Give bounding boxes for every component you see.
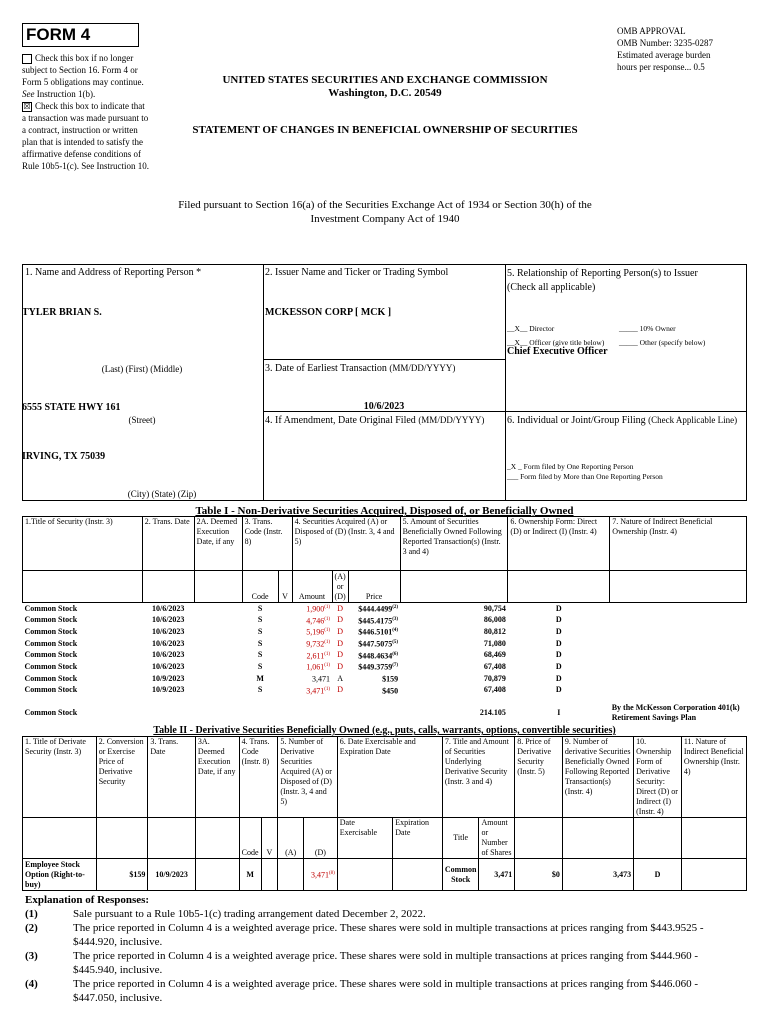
subcol-deriv-code: Code [239,818,261,859]
trans-date [142,650,194,662]
explanation-item [25,977,735,1005]
acquired-or-disposed [332,615,348,627]
box1-label: 1. Name and Address of Reporting Person * [25,267,202,278]
amount-owned [400,626,508,638]
ownership-form-value: D [555,650,562,660]
trans-code-value: S [257,662,263,672]
price [348,685,400,697]
amount-owned [400,603,508,615]
col-underlying: 7. Title and Amount of Securities Underlying Derivative Security (Instr. 3 and 4) [442,737,514,818]
agency-header [160,74,610,100]
derivative-table [22,736,747,891]
trans-date [142,638,194,650]
acquired-or-disposed-value: D [337,615,343,625]
box5-label [507,267,745,295]
price-value: $447.5075 [358,639,393,649]
ownership-form [508,673,610,685]
box6-note: (Check Applicable Line) [648,415,738,425]
security-title [23,661,143,673]
security-title [23,603,143,615]
ownership-form [508,650,610,662]
box3-title: 3. Date of Earliest Transaction [265,363,387,374]
security-title-value: Common Stock [24,685,78,695]
footnote-ref: (4) [392,628,399,634]
subcol-date-ex: Date Exercisable [337,818,393,859]
price [348,638,400,650]
amount-owned [400,661,508,673]
nature-of-ownership [610,638,747,650]
col-trans-date: 2. Trans. Date [142,517,194,571]
box3-label [265,362,455,374]
explanation-text: Sale pursuant to a Rule 10b5-1(c) trading arrangement dated December 2, 2022. [73,908,426,920]
nature-of-ownership [610,685,747,697]
footnote-ref: (1) [324,686,331,692]
trans-code-value: S [257,627,263,637]
subcol-v: V [278,571,292,603]
col-deriv-date: 3. Trans. Date [148,737,196,818]
security-title-value: Common Stock [24,638,78,648]
security-title [23,638,143,650]
subcol-amt: Amount or Number of Shares [479,818,515,859]
acquired-or-disposed [332,650,348,662]
amount-owned-value: 80,812 [483,627,506,637]
subcol-a-or-d: (A) or (D) [332,571,348,603]
omb-line: OMB Number: 3235-0287 [617,38,713,48]
deriv-code: M [239,859,261,891]
col-ownership-form: 6. Ownership Form: Direct (D) or Indirect (I) (Instr. 4) [508,517,610,571]
amount-value: 1,061 [306,662,325,672]
price-value: $159 [382,674,399,684]
acquired-or-disposed [332,626,348,638]
ownership-form [508,615,610,627]
table2-title: Table II - Derivative Securities Beneficially Owned (e.g., puts, calls, warrants, options, convertible securities) [153,725,616,736]
nature-of-ownership [610,661,747,673]
col-deriv-nature: 11. Nature of Indirect Beneficial Ownership (Instr. 4) [681,737,746,818]
ownership-form [508,626,610,638]
table-row [23,661,747,673]
amount-owned-value: 214.105 [479,708,506,718]
other-option[interactable]: _____ Other (specify below) [619,338,706,347]
trans-date-value: 10/6/2023 [151,627,185,637]
explanation-text: The price reported in Column 4 is a weighted average price. These shares were sold in multiple transactions at prices ranging from $446.060 - $447.050, inclusive. [73,978,699,1004]
trans-date-value: 10/9/2023 [151,685,185,695]
security-title [23,685,143,697]
amount-owned-value: 67,408 [483,662,506,672]
subcol-amount: Amount [292,571,332,603]
amount-value: 2,611 [306,651,325,661]
col-deriv-code: 4. Trans. Code (Instr. 8) [239,737,278,818]
checkbox-icon[interactable] [22,54,32,64]
price-value: $450 [382,686,399,696]
ten-pct-option[interactable]: _____ 10% Owner [619,324,676,333]
table-row [23,603,747,615]
statement-title: STATEMENT OF CHANGES IN BENEFICIAL OWNERSHIP OF SECURITIES [192,124,578,136]
trans-date-value: 10/6/2023 [151,615,185,625]
trans-date [142,626,194,638]
explanation-number: (1) [25,908,38,920]
deriv-date: 10/9/2023 [148,859,196,891]
acquired-or-disposed-value: D [337,603,343,613]
deriv-security: Employee Stock Option (Right-to-buy) [23,859,97,891]
trans-code-value: S [257,603,263,613]
filed-pursuant: Filed pursuant to Section 16(a) of the Securities Exchange Act of 1934 or Section 30(h) of the Investment Company Act of 1940 [178,199,592,225]
trans-code [242,661,278,673]
trans-code [242,603,278,615]
box4-title: 4. If Amendment, Date Original Filed [265,415,416,426]
explanation-text: The price reported in Column 4 is a weighted average price. These shares were sold in multiple transactions at prices ranging from $444.960 - $445.940, inclusive. [73,950,699,976]
amount-value: 3,471 [312,674,331,684]
acquired-or-disposed-value: D [337,638,343,648]
officer-option[interactable]: __X__ Officer (give title below) [507,338,605,347]
security-title [23,673,143,685]
subcol-deriv-v: V [261,818,278,859]
amount-owned-value: 70,879 [483,673,506,683]
col-deriv-price: 8. Price of Derivative Security (Instr. 5) [515,737,563,818]
one-person-option[interactable]: _X _ Form filed by One Reporting Person [507,462,634,471]
security-title [23,650,143,662]
acquired-or-disposed-value: D [337,627,343,637]
box2-label: 2. Issuer Name and Ticker or Trading Symbol [265,267,449,278]
ownership-form-value: D [555,638,562,648]
price [348,615,400,627]
footnote-ref: (6) [392,651,399,657]
trans-code [242,650,278,662]
city-address: IRVING, TX 75039 [22,451,106,462]
ownership-form [508,603,610,615]
col-trans-code: 3. Trans. Code (Instr. 8) [242,517,292,571]
price [348,673,400,685]
ownership-form-value: D [555,685,562,695]
amount-owned-value: 90,754 [483,603,506,613]
ownership-form [508,685,610,697]
street-hint: (Street) [128,415,156,425]
earliest-transaction-date: 10/6/2023 [363,401,405,412]
col-deriv-form: 10. Ownership Form of Derivative Security: Direct (D) or Indirect (I) (Instr. 4) [634,737,682,818]
amount [292,603,332,615]
box5-subtitle: (Check all applicable) [507,282,596,293]
amount-value: 4,746 [306,616,325,626]
footnote-ref: (1) [324,616,331,622]
col-exercisable: 6. Date Exercisable and Expiration Date [337,737,442,818]
security-title-value: Common Stock [24,603,78,613]
agency-name: UNITED STATES SECURITIES AND EXCHANGE COMMISSION [222,74,548,86]
amount [292,685,332,697]
col-title: 1.Title of Security (Instr. 3) [23,517,143,571]
deriv-underlying-title: Common Stock [442,859,479,891]
amount-value: 9,732 [306,639,325,649]
nature-of-ownership-value: By the McKesson Corporation 401(k) Retirement Savings Plan [611,703,740,723]
director-option[interactable]: __X__ Director [507,324,555,333]
deriv-owned: 3,473 [562,859,633,891]
reporting-person-name: TYLER BRIAN S. [22,307,102,318]
price-value: $446.5101 [358,627,393,637]
amount [292,661,332,673]
amount-owned-value: 67,408 [483,685,506,695]
ownership-form-value: D [555,673,562,683]
security-title-value: Common Stock [24,662,78,672]
acquired-or-disposed [332,685,348,697]
form-number: FORM 4 [26,25,91,44]
footnote-ref: (1) [324,639,331,645]
street-address: 6555 STATE HWY 161 [22,402,121,413]
box6-label [507,414,745,427]
nature-of-ownership [610,673,747,685]
explanation-number: (3) [25,950,38,962]
security-title-value: Common Stock [24,615,78,625]
table1-title: Table I - Non-Derivative Securities Acquired, Disposed of, or Beneficially Owned [195,505,574,517]
security-title [23,626,143,638]
deriv-expiration [393,859,443,891]
trans-code-value: S [257,638,263,648]
box6-title: 6. Individual or Joint/Group Filing [507,415,646,426]
security-title-value: Common Stock [24,627,78,637]
amount-owned [400,650,508,662]
footnote-ref: (1) [324,663,331,669]
omb-approval [617,25,757,73]
amount [292,673,332,685]
checkbox-label: Check this box to indicate that a transaction was made pursuant to a contract, instruction or written plan that is intended to satisfy the affirmative defense conditions of Rule 10b5-1(c). See Instruction 10. [22,101,149,171]
ownership-form-value: D [555,603,562,613]
trans-date [142,673,194,685]
col-deriv-number: 5. Number of Derivative Securities Acquired (A) or Disposed of (D) (Instr. 3, 4 and 5) [278,737,337,818]
footnote-ref: (3) [392,616,399,622]
see-text: See [22,89,35,99]
deriv-price: $159 [96,859,148,891]
col-deriv-deemed: 3A. Deemed Execution Date, if any [195,737,239,818]
amount [292,650,332,662]
form-number-box [22,23,139,47]
issuer-name: MCKESSON CORP [ MCK ] [265,307,392,318]
ownership-form [508,661,610,673]
table-row [23,615,747,627]
amount-owned-value: 86,008 [483,615,506,625]
omb-line: hours per response... 0.5 [617,62,705,72]
security-title [23,615,143,627]
amount [292,615,332,627]
amount-owned [400,615,508,627]
amount-owned-value: 71,080 [483,638,506,648]
box4-label [265,414,484,426]
amount-owned [400,685,508,697]
deriv-underlying-amount: 3,471 [479,859,515,891]
officer-title: Chief Executive Officer [507,346,608,357]
col-amount-owned: 5. Amount of Securities Beneficially Owned Following Reported Transaction(s) (Instr. 3 and 4) [400,517,508,571]
nature-of-ownership [610,626,747,638]
acquired-or-disposed [332,673,348,685]
acquired-or-disposed-value: A [337,673,343,683]
deriv-form: D [634,859,682,891]
acquired-or-disposed [332,661,348,673]
price [348,661,400,673]
deriv-disposed-value: 3,471 [310,870,329,880]
trans-date-value: 10/6/2023 [151,638,185,648]
nature-of-ownership [610,603,747,615]
deriv-disposed [303,859,337,891]
box5-title: 5. Relationship of Reporting Person(s) to Issuer [507,268,698,279]
trans-date-value: 10/6/2023 [151,603,185,613]
price-value: $449.3759 [358,662,393,672]
agency-city: Washington, D.C. 20549 [328,87,442,99]
multi-person-option[interactable]: ___ Form filed by More than One Reporting Person [507,472,663,481]
subcol-code: Code [242,571,278,603]
col-deemed-date: 2A. Deemed Execution Date, if any [194,517,242,571]
price-value: $445.4175 [358,616,393,626]
col-deriv-owned: 9. Number of derivative Securities Beneficially Owned Following Reported Transaction(s) (Instr. 4) [562,737,633,818]
checkbox-section-16[interactable] [22,52,150,100]
derivative-row [23,859,747,891]
trans-date [142,685,194,697]
acquired-or-disposed [332,638,348,650]
amount-owned [400,638,508,650]
trans-date-value: 10/9/2023 [151,673,185,683]
subcol-price: Price [348,571,400,603]
price-value: $444.4499 [358,604,393,614]
amount-owned-value: 68,469 [483,650,506,660]
ownership-form-value: D [555,662,562,672]
subcol-exp: Expiration Date [393,818,443,859]
trans-code [242,638,278,650]
table-row [23,650,747,662]
footnote-ref: (8) [328,870,335,876]
subcol-title: Title [442,818,479,859]
table-row [23,638,747,650]
explanation-section [25,893,735,1005]
amount-value: 3,471 [306,686,325,696]
trans-code-value: S [257,615,263,625]
nature-of-ownership [610,650,747,662]
trans-date-value: 10/6/2023 [151,650,185,660]
ownership-form [508,638,610,650]
amount-value: 1,900 [306,604,325,614]
ownership-form-value: D [555,627,562,637]
trans-date [142,603,194,615]
omb-line: OMB APPROVAL [617,26,686,36]
explanation-title: Explanation of Responses: [25,894,150,906]
footnote-ref: (5) [392,639,399,645]
footnote-ref: (2) [392,605,399,610]
box3-format: (MM/DD/YYYY) [389,363,456,373]
footnote-ref: (1) [324,651,331,657]
explanation-item [25,949,735,977]
trans-date-value: 10/6/2023 [151,662,185,672]
trans-code [242,615,278,627]
amount-value: 5,196 [306,627,325,637]
footnote-ref: (1) [324,605,331,610]
col-conversion: 2. Conversion or Exercise Price of Derivative Security [96,737,148,818]
security-title-value: Common Stock [24,650,78,660]
filing-options [507,462,745,482]
col-deriv-title: 1. Title of Derivate Security (Instr. 3) [23,737,97,818]
footnote-ref: (1) [324,628,331,634]
table-row [23,685,747,697]
box4-format: (MM/DD/YYYY) [418,415,485,425]
price [348,603,400,615]
city-hint: (City) (State) (Zip) [127,489,197,499]
name-hint: (Last) (First) (Middle) [101,364,183,374]
table-row [23,626,747,638]
acquired-or-disposed-value: D [337,650,343,660]
trans-code [242,626,278,638]
trans-code [242,685,278,697]
non-derivative-table [22,516,747,730]
security-title-value: Common Stock [24,673,78,683]
acquired-or-disposed [332,603,348,615]
price [348,650,400,662]
subcol-deriv-d: (D) [303,818,337,859]
explanation-text: The price reported in Column 4 is a weighted average price. These shares were sold in multiple transactions at prices ranging from $443.9525 - $444.920, inclusive. [73,922,704,948]
explanation-item [25,921,735,949]
checkbox-label: Check this box if no longer subject to Section 16. Form 4 or Form 5 obligations may continue. [22,53,144,87]
instruction-ref: Instruction 1(b). [36,89,96,99]
trans-code-value: S [257,650,263,660]
nature-of-ownership [610,615,747,627]
col-acquired-disposed: 4. Securities Acquired (A) or Disposed of (D) (Instr. 3, 4 and 5) [292,517,400,571]
amount [292,638,332,650]
trans-code-value: M [256,673,264,683]
footnote-ref: (7) [392,663,399,669]
trans-code-value: S [257,685,263,695]
deriv-exercisable [337,859,393,891]
acquired-or-disposed-value: D [337,662,343,672]
col-nature: 7. Nature of Indirect Beneficial Ownership (Instr. 4) [610,517,747,571]
subcol-deriv-a: (A) [278,818,304,859]
amount-owned [400,673,508,685]
ownership-form-value: I [557,708,561,718]
explanation-number: (4) [25,978,38,990]
explanation-item [25,907,735,921]
checkbox-10b5-1[interactable] [22,100,150,172]
amount [292,626,332,638]
acquired-or-disposed-value: D [337,685,343,695]
explanation-number: (2) [25,922,38,934]
deriv-sec-price: $0 [515,859,563,891]
security-title-value: Common Stock [24,708,78,718]
ownership-form-value: D [555,615,562,625]
trans-date [142,615,194,627]
table-row [23,673,747,685]
checked-box-icon[interactable]: ☒ [23,101,31,111]
omb-line: Estimated average burden [617,50,711,60]
trans-date [142,661,194,673]
price [348,626,400,638]
trans-code [242,673,278,685]
price-value: $448.4634 [358,651,393,661]
